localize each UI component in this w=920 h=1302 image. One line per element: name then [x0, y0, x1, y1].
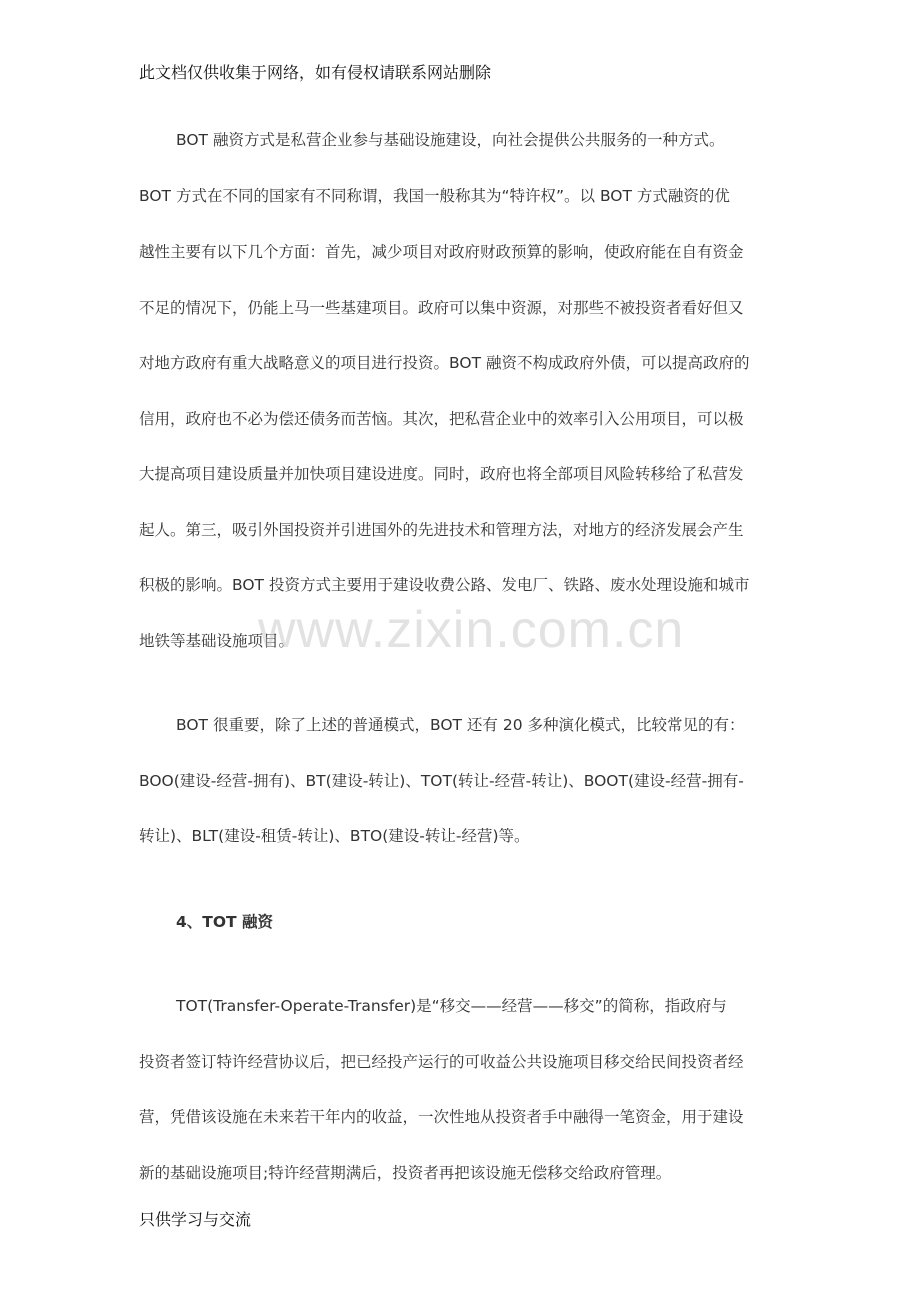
paragraph-3-line-3: 营，凭借该设施在未来若干年内的收益，一次性地从投资者手中融得一笔资金，用于建设: [139, 1108, 744, 1126]
paragraph-3-line-2: 投资者签订特许经营协议后，把已经投产运行的可收益公共设施项目移交给民间投资者经: [139, 1053, 744, 1071]
paragraph-1-line-1: BOT 融资方式是私营企业参与基础设施建设，向社会提供公共服务的一种方式。: [176, 131, 725, 149]
paragraph-1-line-2: BOT 方式在不同的国家有不同称谓，我国一般称其为“特许权”。以 BOT 方式融资的优: [139, 187, 730, 205]
paragraph-2-line-2: BOO(建设-经营-拥有)、BT(建设-转让)、TOT(转让-经营-转让)、BOOT(建设-经营-拥有-: [139, 772, 744, 790]
header-disclaimer: 此文档仅供收集于网络，如有侵权请联系网站删除: [139, 63, 492, 82]
paragraph-1-line-3: 越性主要有以下几个方面：首先，减少项目对政府财政预算的影响，使政府能在自有资金: [139, 243, 744, 261]
footer-disclaimer: 只供学习与交流: [139, 1210, 252, 1229]
paragraph-1-line-9: 积极的影响。BOT 投资方式主要用于建设收费公路、发电厂、铁路、废水处理设施和城市: [139, 576, 750, 594]
paragraph-3-line-4: 新的基础设施项目;特许经营期满后，投资者再把该设施无偿移交给政府管理。: [139, 1164, 672, 1182]
paragraph-1-line-4: 不足的情况下，仍能上马一些基建项目。政府可以集中资源，对那些不被投资者看好但又: [139, 299, 744, 317]
paragraph-1-line-5: 对地方政府有重大战略意义的项目进行投资。BOT 融资不构成政府外债，可以提高政府的: [139, 354, 750, 372]
paragraph-1-line-10: 地铁等基础设施项目。: [139, 632, 295, 650]
paragraph-1-line-8: 起人。第三，吸引外国投资并引进国外的先进技术和管理方法，对地方的经济发展会产生: [139, 521, 744, 539]
paragraph-2-line-1: BOT 很重要，除了上述的普通模式，BOT 还有 20 多种演化模式，比较常见的有：: [176, 716, 745, 734]
watermark-text: www.zixin.com.cn: [258, 601, 685, 659]
paragraph-1-line-7: 大提高项目建设质量并加快项目建设进度。同时，政府也将全部项目风险转移给了私营发: [139, 465, 744, 483]
section-heading: 4、TOT 融资: [176, 913, 274, 931]
paragraph-2-line-3: 转让)、BLT(建设-租赁-转让)、BTO(建设-转让-经营)等。: [139, 827, 530, 845]
paragraph-1-line-6: 信用，政府也不必为偿还债务而苦恼。其次，把私营企业中的效率引入公用项目，可以极: [139, 410, 744, 428]
paragraph-3-line-1: TOT(Transfer-Operate-Transfer)是“移交——经营——移交”的简称，指政府与: [176, 997, 727, 1015]
